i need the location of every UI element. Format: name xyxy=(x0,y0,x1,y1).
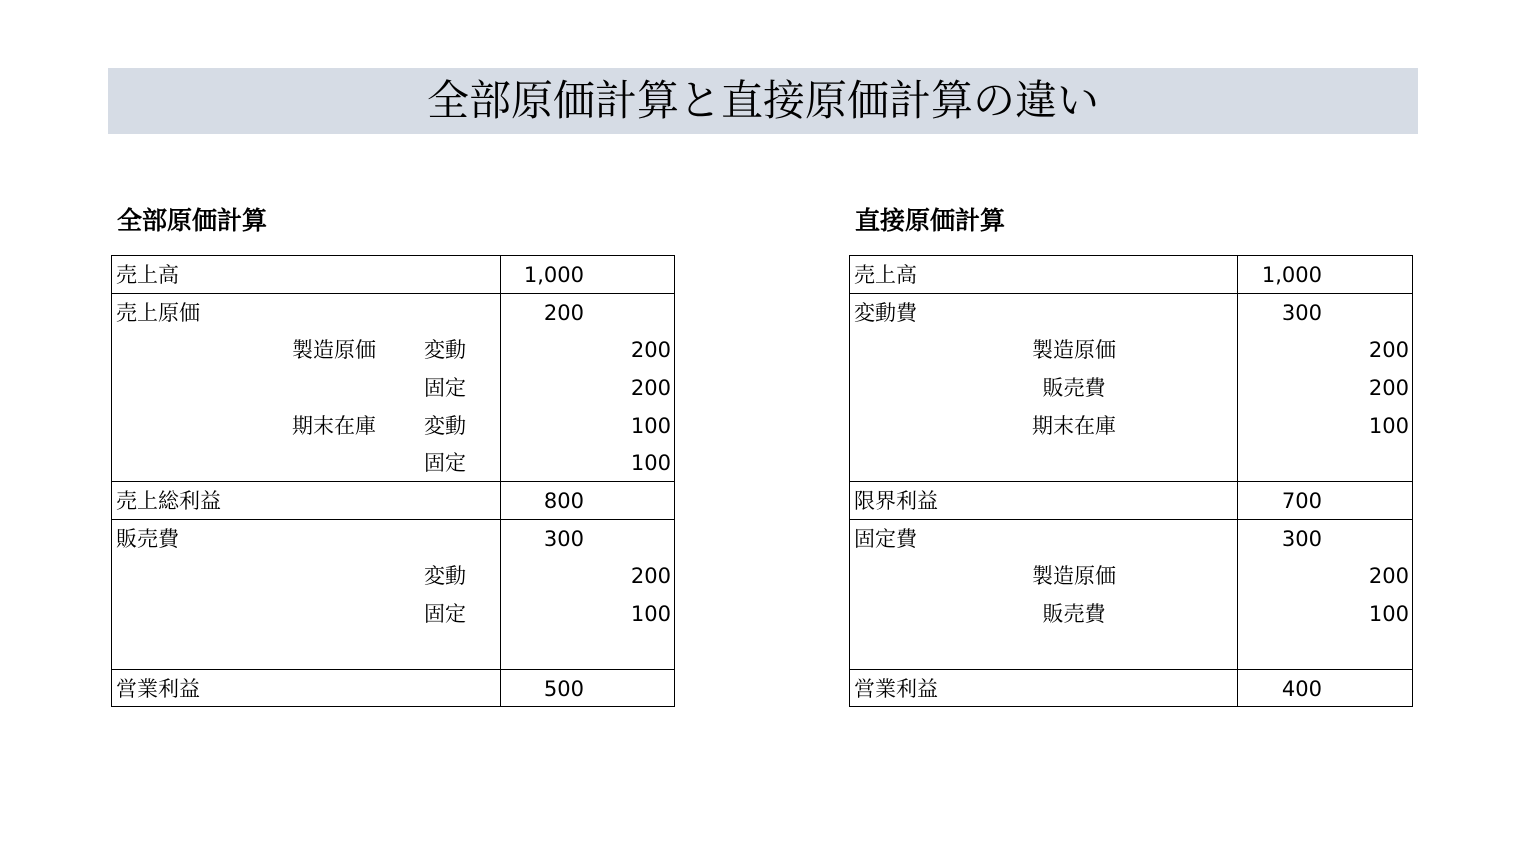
cogs-label: 売上原価 xyxy=(116,301,200,325)
inventory-variable-value: 100 xyxy=(630,414,671,438)
row-divider xyxy=(850,669,1412,670)
gross-profit-value: 800 xyxy=(543,489,584,513)
fixed-selling-value: 100 xyxy=(1368,602,1409,626)
variable-mfg-label: 製造原価 xyxy=(1032,338,1116,362)
selling-fixed-value: 100 xyxy=(630,602,671,626)
fixed-mfg-value: 200 xyxy=(1368,564,1409,588)
mfg-fixed-value: 200 xyxy=(630,376,671,400)
row-divider xyxy=(850,519,1412,520)
operating-profit-label: 営業利益 xyxy=(854,677,938,701)
fixed-cost-label: 固定費 xyxy=(854,527,917,551)
selling-fixed-label: 固定 xyxy=(424,602,466,626)
operating-profit-value: 500 xyxy=(543,677,584,701)
sales-label: 売上高 xyxy=(854,263,917,287)
variable-selling-label: 販売費 xyxy=(1042,376,1106,400)
contribution-margin-label: 限界利益 xyxy=(854,489,938,513)
cogs-value: 200 xyxy=(543,301,584,325)
mfg-variable-label: 変動 xyxy=(424,338,466,362)
sales-value: 1,000 xyxy=(523,263,584,287)
selling-expense-value: 300 xyxy=(543,527,584,551)
inventory-fixed-value: 100 xyxy=(630,451,671,475)
inventory-fixed-label: 固定 xyxy=(424,451,466,475)
absorption-heading: 全部原価計算 xyxy=(117,206,268,235)
mfg-cost-label: 製造原価 xyxy=(292,338,376,362)
ending-inventory-label: 期末在庫 xyxy=(292,414,376,438)
inventory-variable-label: 変動 xyxy=(424,414,466,438)
variable-selling-value: 200 xyxy=(1368,376,1409,400)
sales-value: 1,000 xyxy=(1261,263,1322,287)
variable-cost-label: 変動費 xyxy=(854,301,917,325)
selling-variable-value: 200 xyxy=(630,564,671,588)
row-divider xyxy=(850,293,1412,294)
absorption-table xyxy=(111,255,675,707)
operating-profit-value: 400 xyxy=(1281,677,1322,701)
page-title: 全部原価計算と直接原価計算の違い xyxy=(108,68,1418,134)
mfg-variable-value: 200 xyxy=(630,338,671,362)
fixed-selling-label: 販売費 xyxy=(1042,602,1106,626)
sales-label: 売上高 xyxy=(116,263,179,287)
variable-mfg-value: 200 xyxy=(1368,338,1409,362)
selling-expense-label: 販売費 xyxy=(116,527,179,551)
operating-profit-label: 営業利益 xyxy=(116,677,200,701)
contribution-margin-value: 700 xyxy=(1281,489,1322,513)
fixed-mfg-label: 製造原価 xyxy=(1032,564,1116,588)
gross-profit-label: 売上総利益 xyxy=(116,489,221,513)
row-divider xyxy=(112,481,674,482)
variable-inventory-value: 100 xyxy=(1368,414,1409,438)
row-divider xyxy=(112,669,674,670)
row-divider xyxy=(112,293,674,294)
row-divider xyxy=(850,481,1412,482)
variable-cost-value: 300 xyxy=(1281,301,1322,325)
direct-table xyxy=(849,255,1413,707)
variable-inventory-label: 期末在庫 xyxy=(1032,414,1116,438)
fixed-cost-value: 300 xyxy=(1281,527,1322,551)
selling-variable-label: 変動 xyxy=(424,564,466,588)
row-divider xyxy=(112,519,674,520)
mfg-fixed-label: 固定 xyxy=(424,376,466,400)
direct-heading: 直接原価計算 xyxy=(855,206,1006,235)
